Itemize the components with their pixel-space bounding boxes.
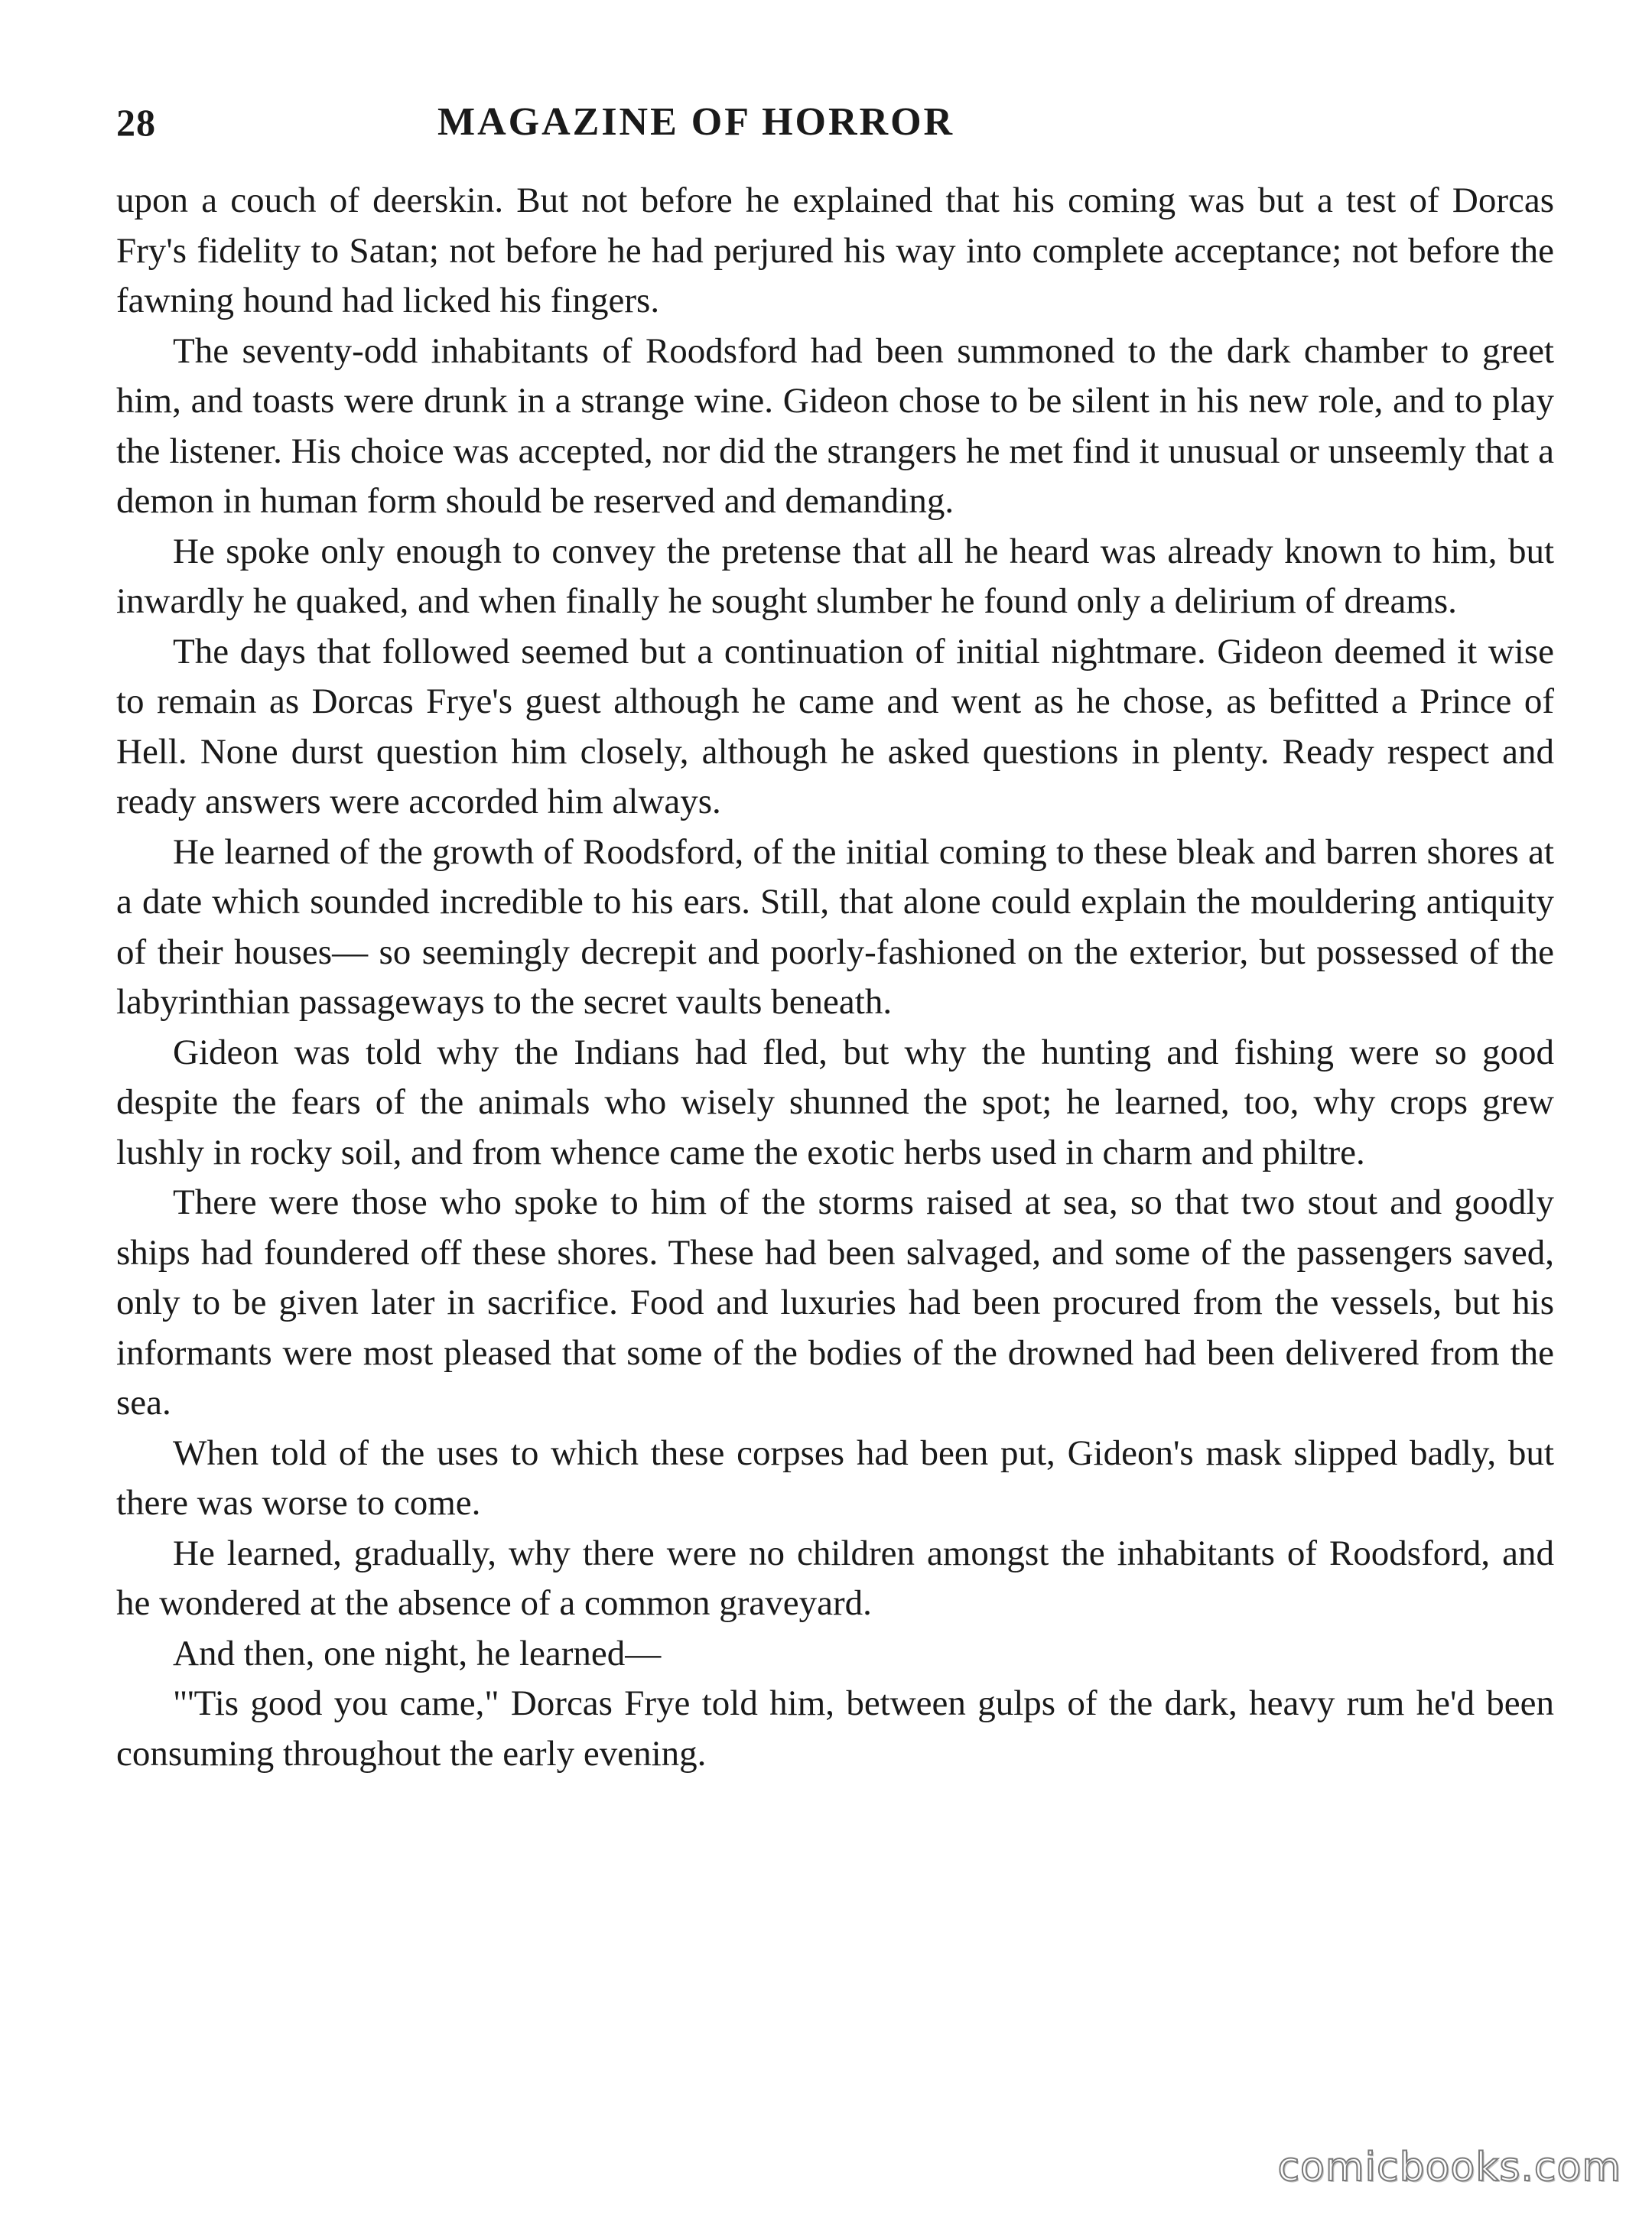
paragraph-2: The seventy-odd inhabitants of Roodsford had been summoned to the dark chamber to greet him, and toasts were drunk in a strange wine. Gideon chose to be silent in his new role, and to play the listener. His choice was accepted, nor did the strangers he met find it unusual or unseemly that a demon in human form should be reserved and demanding.	[116, 330, 1554, 521]
paragraph-6: Gideon was told why the Indians had fled, but why the hunting and fishing were so good despite the fears of the animals who wisely shunned the spot; he learned, too, why crops grew lushly in rocky soil, and from whence came the exotic herbs used in charm and philtre.	[116, 1032, 1554, 1172]
site-watermark: comicbooks.com	[1277, 2145, 1621, 2190]
page-number: 28	[116, 101, 156, 144]
page-header	[116, 96, 1554, 149]
paragraph-8: When told of the uses to which these corpses had been put, Gideon's mask slipped badly, but there was worse to come.	[116, 1433, 1554, 1523]
paragraph-4: The days that followed seemed but a continuation of initial nightmare. Gideon deemed it wise to remain as Dorcas Frye's guest although he came and went as he chose, as befitted a Prince of Hell. None durst question him closely, although he asked questions in plenty. Ready respect and ready answers were accorded him always.	[116, 631, 1554, 821]
paragraph-10: And then, one night, he learned—	[173, 1633, 662, 1673]
body-text	[116, 176, 1554, 1779]
paragraph-3: He spoke only enough to convey the pretense that all he heard was already known to him, but inwardly he quaked, and when finally he sought slumber he found only a delirium of dreams.	[116, 531, 1554, 621]
paragraph-7: There were those who spoke to him of the storms raised at sea, so that two stout and goodly ships had foundered off these shores. These had been salvaged, and some of the passengers saved, only to be given later in sacrifice. Food and luxuries had been procured from the vessels, but his informants were most pleased that some of the bodies of the drowned had been delivered from the sea.	[116, 1182, 1554, 1423]
paragraph-9: He learned, gradually, why there were no children amongst the inhabitants of Roodsford, and he wondered at the absence of a common graveyard.	[116, 1533, 1554, 1623]
running-title: MAGAZINE OF HORROR	[437, 100, 955, 144]
paragraph-11: "'Tis good you came," Dorcas Frye told him, between gulps of the dark, heavy rum he'd been consuming throughout the early evening.	[116, 1683, 1554, 1774]
paragraph-1: upon a couch of deerskin. But not before he explained that his coming was but a test of Dorcas Fry's fidelity to Satan; not before he had perjured his way into complete acceptance; not before the fawning hound had licked his fingers.	[116, 180, 1554, 320]
paragraph-5: He learned of the growth of Roodsford, of the initial coming to these bleak and barren shores at a date which sounded incredible to his ears. Still, that alone could explain the mouldering antiquity of their houses— so seemingly decrepit and poorly-fashioned on the exterior, but possessed of the labyrinthian passageways to the secret vaults beneath.	[116, 831, 1554, 1022]
